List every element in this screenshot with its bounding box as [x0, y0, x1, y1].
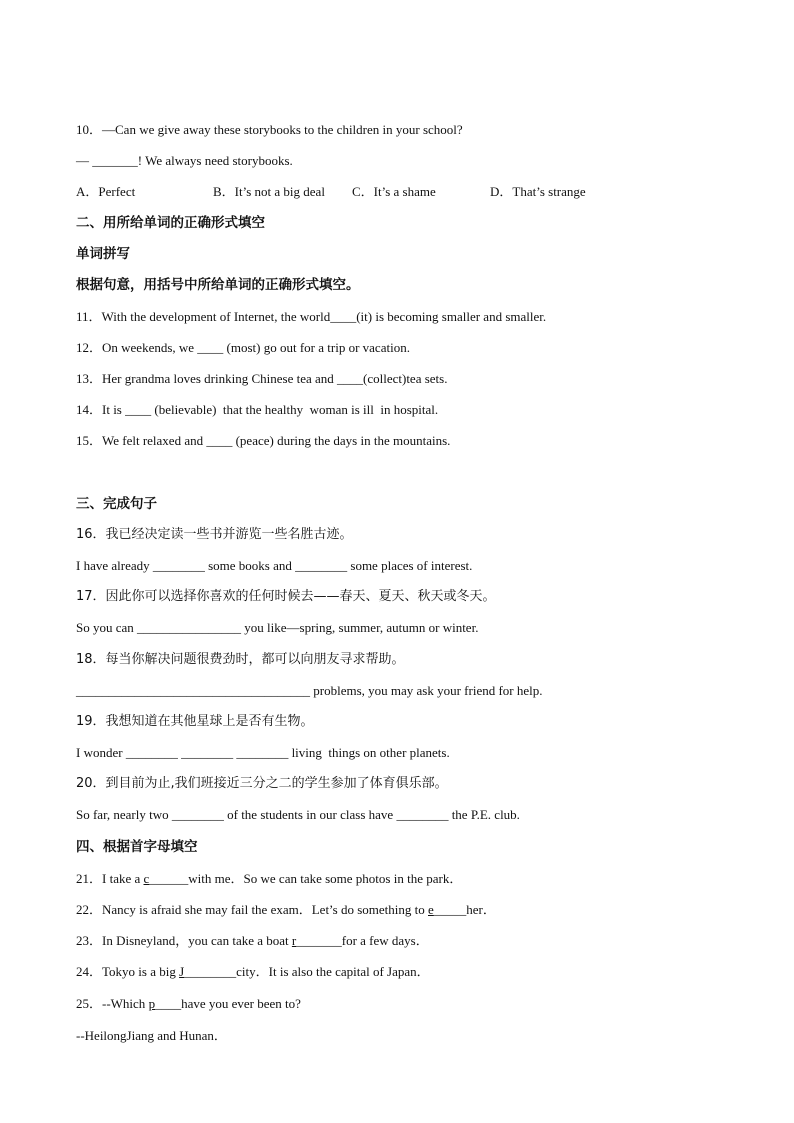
option-b: B．It’s not a big deal — [213, 184, 325, 199]
question-23-initial-letter: r — [291, 933, 297, 948]
question-10-text: 10．—Can we give away these storybooks to the children in your school? — [76, 122, 463, 137]
section-2-instruction: 根据句意，用括号中所给单词的正确形式填空。 — [76, 277, 360, 293]
question-12: 12．On weekends, we ____ (most) go out for a trip or vacation. — [76, 340, 410, 355]
question-23-suffix: _______for a few days． — [296, 933, 429, 948]
question-25-initial-letter: p — [148, 996, 156, 1011]
question-20-english: So far, nearly two ________ of the students in our class have ________ the P.E. club. — [76, 807, 520, 822]
question-16-english: I have already ________ some books and ________ some places of interest. — [76, 558, 473, 573]
question-25-prefix: 25．--Which — [76, 996, 149, 1011]
section-3-title: 三、完成句子 — [76, 496, 157, 512]
question-16-chinese: 16．我已经决定读一些书并游览一些名胜古迹。 — [76, 527, 353, 542]
question-24-prefix: 24．Tokyo is a big — [76, 964, 180, 979]
question-22 — [76, 901, 754, 919]
question-22-suffix: _____her． — [433, 902, 496, 917]
option-a: A．Perfect — [76, 184, 136, 199]
question-17-chinese: 17．因此你可以选择你喜欢的任何时候去——春天、夏天、秋天或冬天。 — [76, 589, 496, 604]
question-18-chinese: 18．每当你解决问题很费劲时，都可以向朋友寻求帮助。 — [76, 652, 405, 667]
question-21-suffix: ______with me．So we can take some photos in the park． — [149, 871, 463, 886]
option-d: D．That’s strange — [490, 184, 586, 199]
question-21-prefix: 21．I take a — [76, 871, 144, 886]
question-13: 13．Her grandma loves drinking Chinese tea and ____(collect)tea sets. — [76, 371, 448, 386]
question-25 — [76, 995, 754, 1013]
question-14: 14．It is ____ (believable) that the healthy woman is ill in hospital. — [76, 402, 439, 417]
question-24 — [76, 963, 754, 981]
question-23-prefix: 23．In Disneyland，you can take a boat — [76, 933, 292, 948]
question-21 — [76, 870, 754, 888]
section-2-subtitle: 单词拼写 — [76, 246, 130, 262]
option-c: C．It’s a shame — [352, 184, 436, 199]
question-23 — [76, 932, 754, 950]
question-17-english: So you can ________________ you like—spring, summer, autumn or winter. — [76, 620, 479, 635]
question-10-answer-line: — _______! We always need storybooks. — [76, 153, 293, 168]
question-11: 11．With the development of Internet, the world____(it) is becoming smaller and smaller. — [76, 309, 547, 324]
section-2-title: 二、用所给单词的正确形式填空 — [76, 215, 265, 231]
question-22-prefix: 22．Nancy is afraid she may fail the exam．Let’s do something to — [76, 902, 428, 917]
question-25-answer: --HeilongJiang and Hunan． — [76, 1028, 227, 1043]
section-4-title: 四、根据首字母填空 — [76, 839, 198, 855]
question-19-chinese: 19．我想知道在其他星球上是否有生物。 — [76, 714, 314, 729]
question-22-initial-letter: e — [428, 902, 434, 917]
question-19-english: I wonder ________ ________ ________ living things on other planets. — [76, 745, 450, 760]
question-15: 15．We felt relaxed and ____ (peace) during the days in the mountains. — [76, 433, 451, 448]
question-18-english: ____________________________________ problems, you may ask your friend for help. — [76, 683, 543, 698]
question-21-initial-letter: c — [143, 871, 150, 886]
question-24-suffix: ________city．It is also the capital of Japan． — [184, 964, 430, 979]
question-20-chinese: 20．到目前为止,我们班接近三分之二的学生参加了体育俱乐部。 — [76, 776, 448, 791]
question-24-initial-letter: J — [179, 964, 185, 979]
question-25-suffix: ____have you ever been to? — [155, 996, 301, 1011]
